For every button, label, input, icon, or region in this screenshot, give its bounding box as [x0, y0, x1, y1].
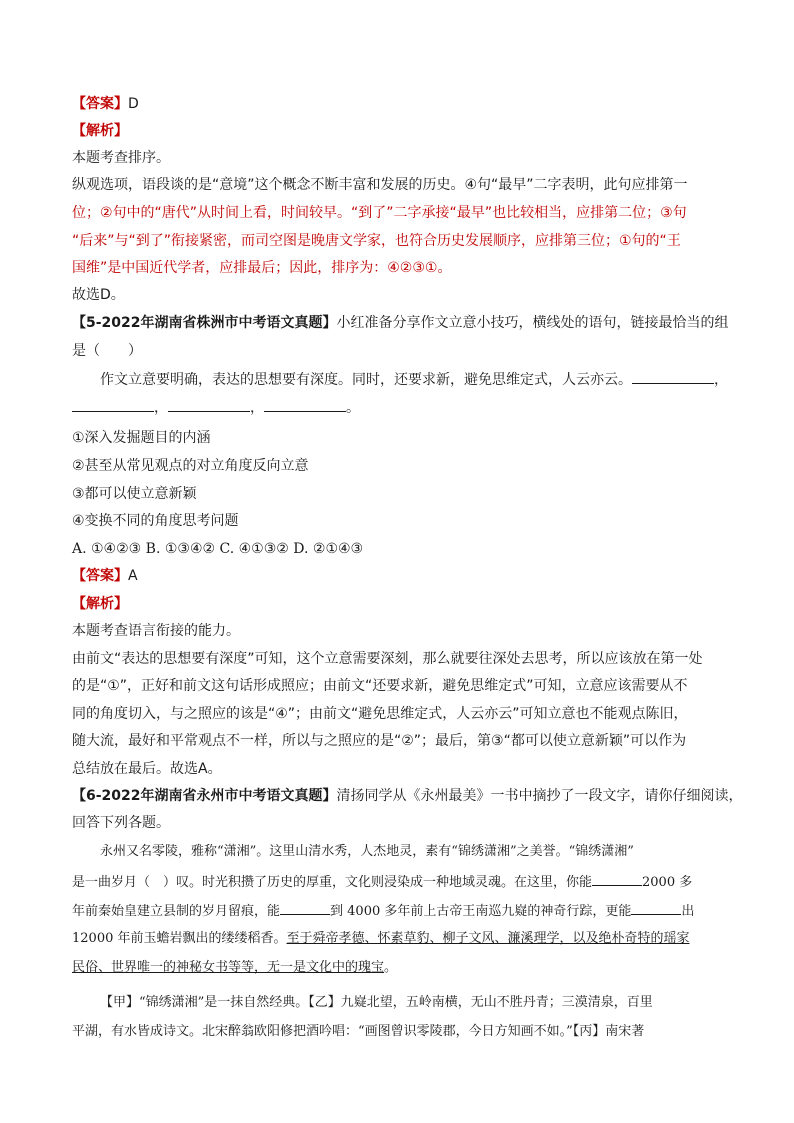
analysis-text-line: 位；②句中的“唐代”从时间上看，时间较早。“到了”二字承接“最早”也比较相当，应排第二位；③句 [72, 205, 687, 221]
excerpt-line: 永州又名零陵，雅称“潇湘”。这里山清水秀，人杰地灵，素有“锦绣潇湘”之美誉。“锦绣潇湘” [100, 844, 634, 859]
excerpt-underlined: 民俗、世界唯一的神秘女书等等，无一是文化中的瑰宝 [72, 960, 385, 975]
blank-line [632, 369, 714, 384]
separator: 。 [346, 400, 360, 416]
excerpt-line: 平湖，有水皆成诗文。北宋醉翁欧阳修把酒吟唱：“画图曾识零陵郡，今日方知画不如。”【丙】南宋著 [72, 1024, 645, 1039]
excerpt-text: 2000 多 [642, 875, 693, 890]
separator: ， [154, 400, 168, 416]
analysis-conclusion: 故选D。 [72, 287, 125, 303]
answer-line-1 [72, 94, 139, 114]
blank-line [280, 900, 330, 915]
question-source: 【5-2022年湖南省株洲市中考语文真题】 [72, 315, 337, 331]
question-passage [100, 369, 728, 390]
option-item: ④变换不同的角度思考问题 [72, 513, 239, 529]
blank-line [592, 871, 642, 886]
answer-line-2 [72, 566, 138, 586]
question-stem: 清扬同学从《永州最美》一书中摘抄了一段文字，请你仔细阅读， [336, 788, 743, 804]
blank-line [264, 397, 346, 412]
blank-line [72, 397, 154, 412]
answer-options: A. ①④②③ B. ①③④② C. ④①③② D. ②①④③ [72, 541, 364, 557]
answer-label: 【答案】 [72, 96, 128, 112]
excerpt-text: 到 4000 多年前上古帝王南巡九嶷的神奇行踪，更能 [330, 904, 632, 919]
option-item: ①深入发掘题目的内涵 [72, 430, 211, 446]
excerpt-text: 12000 年前玉蟾岩飘出的缕缕稻香。 [72, 931, 287, 946]
question-stem-cont: 回答下列各题。 [72, 815, 170, 831]
excerpt-text: 出 [681, 904, 695, 919]
answer-value: D [128, 96, 139, 112]
excerpt-underlined: 至于舜帝孝德、怀素草豹、柳子文风、濂溪理学，以及绝朴奇特的瑶家 [286, 931, 690, 946]
excerpt-line [72, 958, 397, 978]
excerpt-line: 【甲】“锦绣潇湘”是一抹自然经典。【乙】九嶷北望，五岭南横，无山不胜丹青；三漠清泉，百里 [100, 995, 653, 1010]
passage-text: 作文立意要明确，表达的思想要有深度。同时，还要求新，避免思维定式，人云亦云。 [100, 372, 632, 388]
excerpt-line [72, 900, 694, 922]
analysis-intro: 本题考查语言衔接的能力。 [72, 623, 240, 639]
analysis-text-line: 同的角度切入，与之照应的该是“④”；由前文“避免思维定式，人云亦云”可知立意也不能观点陈旧， [72, 706, 688, 722]
question-passage-blanks [72, 397, 360, 418]
excerpt-line [72, 871, 692, 893]
analysis-intro: 本题考查排序。 [72, 150, 170, 166]
analysis-label: 【解析】 [72, 596, 128, 612]
answer-value: A [128, 568, 138, 584]
question-source: 【6-2022年湖南省永州市中考语文真题】 [72, 788, 337, 804]
excerpt-text: 是一曲岁月（ ）叹。时光积攒了历史的厚重，文化则浸染成一种地域灵魂。在这里，你能 [72, 875, 593, 890]
analysis-text-line: 国维”是中国近代学者，应排最后；因此，排序为：④②③①。 [72, 260, 452, 276]
blank-line [631, 900, 681, 915]
separator: ， [250, 400, 264, 416]
analysis-label: 【解析】 [72, 123, 128, 139]
excerpt-text: 年前秦始皇建立县制的岁月留痕，能 [72, 904, 281, 919]
analysis-text-line: 总结放在最后。故选A。 [72, 761, 222, 777]
question-stem-cont: 是（ ） [72, 343, 142, 359]
question-stem: 小红准备分享作文立意小技巧，横线处的语句，链接最恰当的组 [336, 315, 729, 331]
separator: ， [714, 372, 728, 388]
analysis-text-line: 纵观选项，语段谈的是“意境”这个概念不断丰富和发展的历史。④句“最早”二字表明，此句应排第一 [72, 177, 688, 193]
blank-line [168, 397, 250, 412]
excerpt-text: 。 [384, 960, 398, 975]
analysis-text-line: 的是“①”，正好和前文这句话形成照应；由前文“还要求新，避免思维定式”可知，立意应该需要从不 [72, 678, 688, 694]
option-item: ③都可以使立意新颖 [72, 486, 197, 502]
question-6-stem [72, 786, 743, 806]
excerpt-line [72, 929, 690, 949]
question-5-stem [72, 313, 729, 333]
analysis-text-line: 由前文“表达的思想要有深度”可知，这个立意需要深刻，那么就要往深处去思考，所以应该放在第一处 [72, 651, 703, 667]
answer-label: 【答案】 [72, 568, 128, 584]
analysis-text-line: “后来”与“到了”衔接紧密，而司空图是晚唐文学家，也符合历史发展顺序，应排第三位；①句的“王 [72, 233, 681, 249]
option-item: ②甚至从常见观点的对立角度反向立意 [72, 458, 309, 474]
analysis-text-line: 随大流，最好和平常观点不一样，所以与之照应的是“②”；最后，第③“都可以使立意新颖”可以作为 [72, 733, 687, 749]
